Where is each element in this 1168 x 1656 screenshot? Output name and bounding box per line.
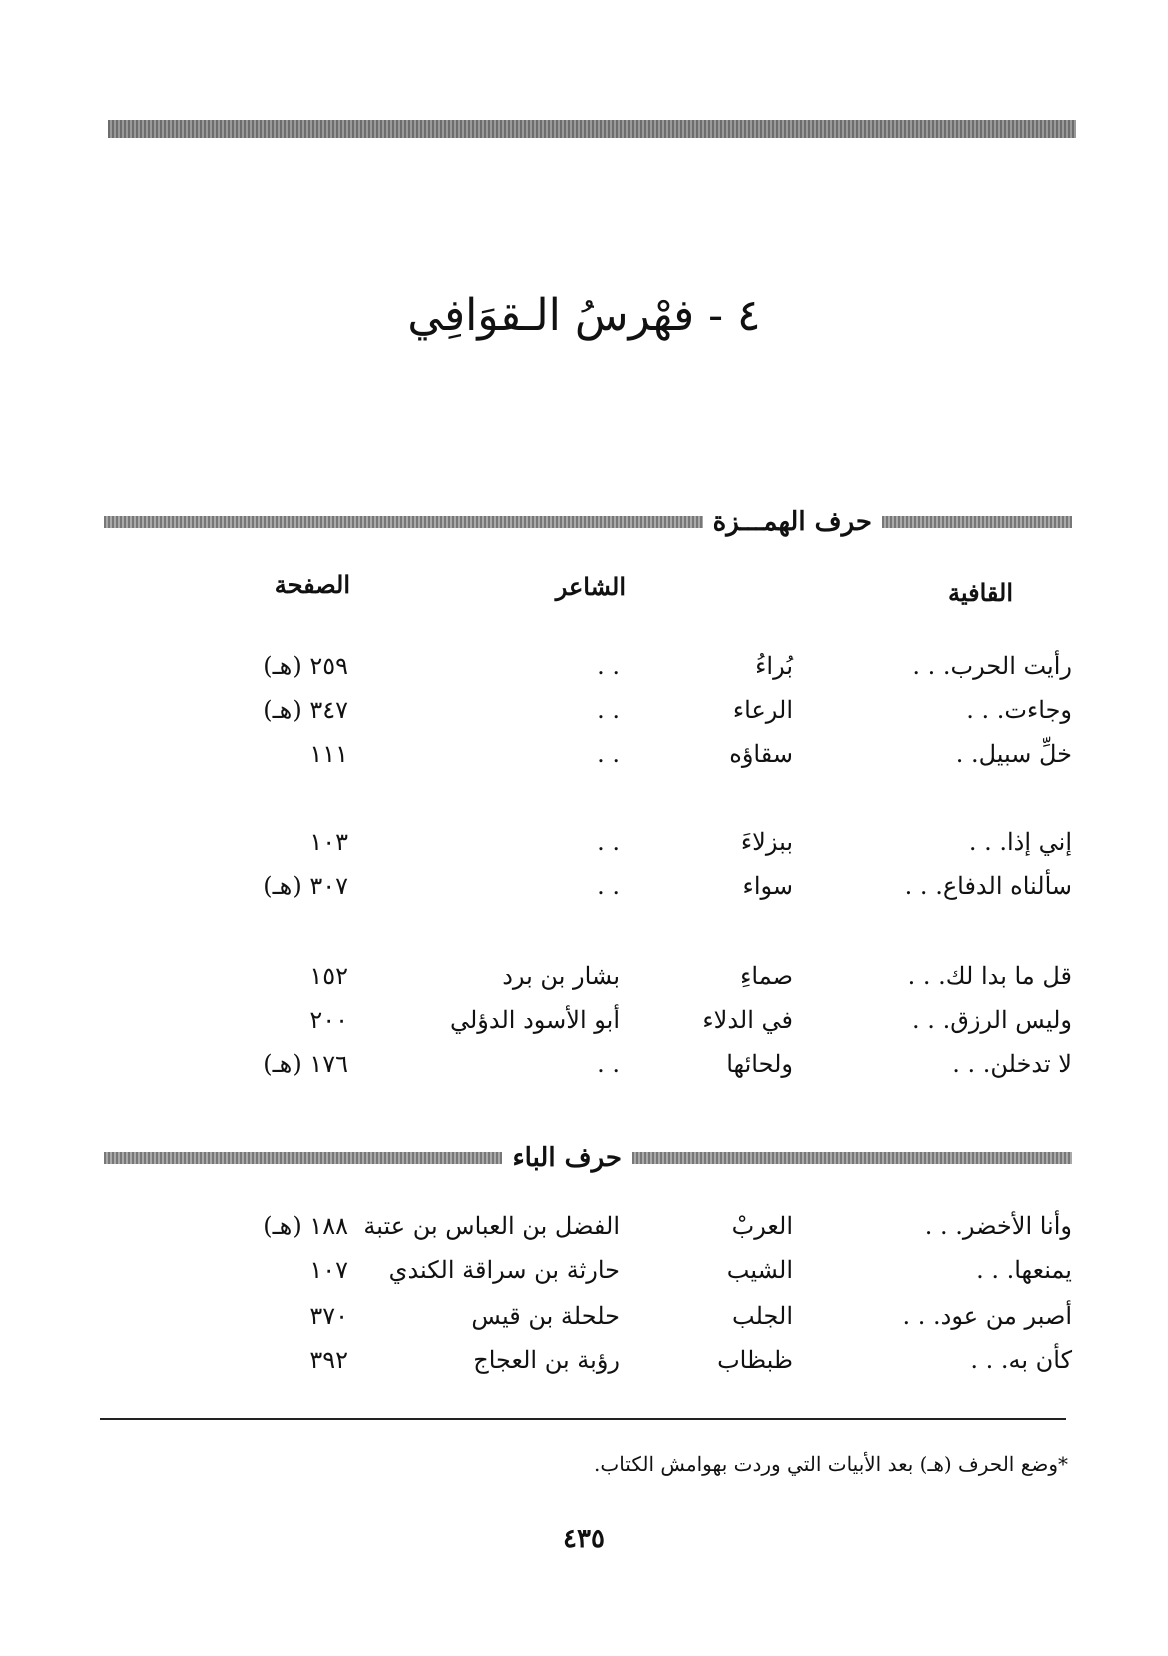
top-decorative-bar bbox=[108, 120, 1076, 138]
page-ref: ٢٠٠ bbox=[309, 1006, 348, 1034]
first-words: كأن به. . . bbox=[970, 1346, 1072, 1374]
page-ref: ٣٩٢ bbox=[309, 1346, 348, 1374]
page-ref: ١٠٧ bbox=[309, 1256, 348, 1284]
table-row bbox=[0, 872, 1168, 914]
rhyme-word: العربْ bbox=[731, 1212, 793, 1240]
poet-name: بشار بن برد bbox=[502, 962, 620, 990]
page-ref: ١١١ bbox=[309, 740, 348, 768]
rhyme-word: الجلب bbox=[732, 1302, 793, 1330]
poet-name: رؤبة بن العجاج bbox=[473, 1346, 620, 1374]
table-row bbox=[0, 696, 1168, 738]
column-header-qafiya: القافية bbox=[947, 578, 1013, 607]
first-words: إني إذا. . . bbox=[968, 828, 1072, 856]
table-row bbox=[0, 828, 1168, 870]
section-heading-hamza bbox=[104, 504, 1072, 540]
poet-name: . . bbox=[597, 740, 620, 768]
section-heading-baa bbox=[104, 1140, 1072, 1176]
rhyme-word: ولحائها bbox=[726, 1050, 793, 1078]
first-words: خلِّ سبيل. . bbox=[955, 740, 1072, 768]
page-ref: ١٧٦ (هـ) bbox=[263, 1050, 348, 1078]
table-row bbox=[0, 1302, 1168, 1344]
page-ref: ١٠٣ bbox=[309, 828, 348, 856]
poet-name: . . bbox=[597, 1050, 620, 1078]
rhyme-word: ببزلاءَ bbox=[740, 828, 793, 856]
first-words: سألناه الدفاع. . . bbox=[904, 872, 1072, 900]
table-row bbox=[0, 1346, 1168, 1388]
rhyme-word: ظبظاب bbox=[717, 1346, 793, 1374]
table-row bbox=[0, 962, 1168, 1004]
page-number: ٤٣٥ bbox=[563, 1524, 605, 1554]
heading-bar-left bbox=[104, 516, 703, 528]
table-row bbox=[0, 1256, 1168, 1298]
page-ref: ٣٧٠ bbox=[309, 1302, 348, 1330]
first-words: وليس الرزق. . . bbox=[912, 1006, 1072, 1034]
footnote-divider bbox=[100, 1418, 1066, 1420]
first-words: رأيت الحرب. . . bbox=[912, 652, 1072, 680]
section-heading-label: حرف الهمـــزة bbox=[712, 507, 872, 537]
rhyme-word: بُراءُ bbox=[755, 652, 793, 680]
poet-name: حلحلة بن قيس bbox=[471, 1302, 620, 1330]
rhyme-word: سقاؤه bbox=[729, 740, 793, 768]
heading-bar-right bbox=[882, 516, 1072, 528]
page-ref: ١٨٨ (هـ) bbox=[263, 1212, 348, 1240]
page-ref: ٢٥٩ (هـ) bbox=[263, 652, 348, 680]
heading-bar-right bbox=[632, 1152, 1072, 1164]
table-row bbox=[0, 1212, 1168, 1254]
rhyme-word: سواء bbox=[742, 872, 793, 900]
table-row bbox=[0, 1050, 1168, 1092]
footnote: *وضع الحرف (هـ) بعد الأبيات التي وردت بهوامش الكتاب. bbox=[594, 1452, 1068, 1476]
first-words: يمنعها. . . bbox=[976, 1256, 1072, 1284]
first-words: لا تدخلن. . . bbox=[952, 1050, 1072, 1078]
poet-name: حارثة بن سراقة الكندي bbox=[388, 1256, 620, 1284]
table-row bbox=[0, 740, 1168, 782]
rhyme-word: الشيب bbox=[726, 1256, 793, 1284]
rhyme-word: صماءِ bbox=[740, 962, 793, 990]
first-words: أصبر من عود. . . bbox=[902, 1302, 1072, 1330]
table-row bbox=[0, 652, 1168, 694]
heading-bar-left bbox=[104, 1152, 502, 1164]
column-header-shaer: الشاعر bbox=[555, 572, 626, 601]
rhyme-word: الرعاء bbox=[732, 696, 793, 724]
section-heading-label: حرف الباء bbox=[512, 1143, 622, 1173]
page-ref: ٣٠٧ (هـ) bbox=[263, 872, 348, 900]
poet-name: . . bbox=[597, 652, 620, 680]
page-title: ٤ - فهْرسُ الـقوَافِي bbox=[407, 290, 761, 341]
first-words: قل ما بدا لك. . . bbox=[907, 962, 1072, 990]
page-ref: ١٥٢ bbox=[309, 962, 348, 990]
first-words: وجاءت. . . bbox=[966, 696, 1072, 724]
table-row bbox=[0, 1006, 1168, 1048]
poet-name: . . bbox=[597, 872, 620, 900]
rhyme-word: في الدلاء bbox=[702, 1006, 793, 1034]
first-words: وأنا الأخضر. . . bbox=[924, 1212, 1072, 1240]
poet-name: الفضل بن العباس بن عتبة bbox=[363, 1212, 620, 1240]
poet-name: أبو الأسود الدؤلي bbox=[449, 1006, 620, 1034]
poet-name: . . bbox=[597, 696, 620, 724]
page-ref: ٣٤٧ (هـ) bbox=[263, 696, 348, 724]
column-header-safha: الصفحة bbox=[274, 570, 350, 599]
poet-name: . . bbox=[597, 828, 620, 856]
